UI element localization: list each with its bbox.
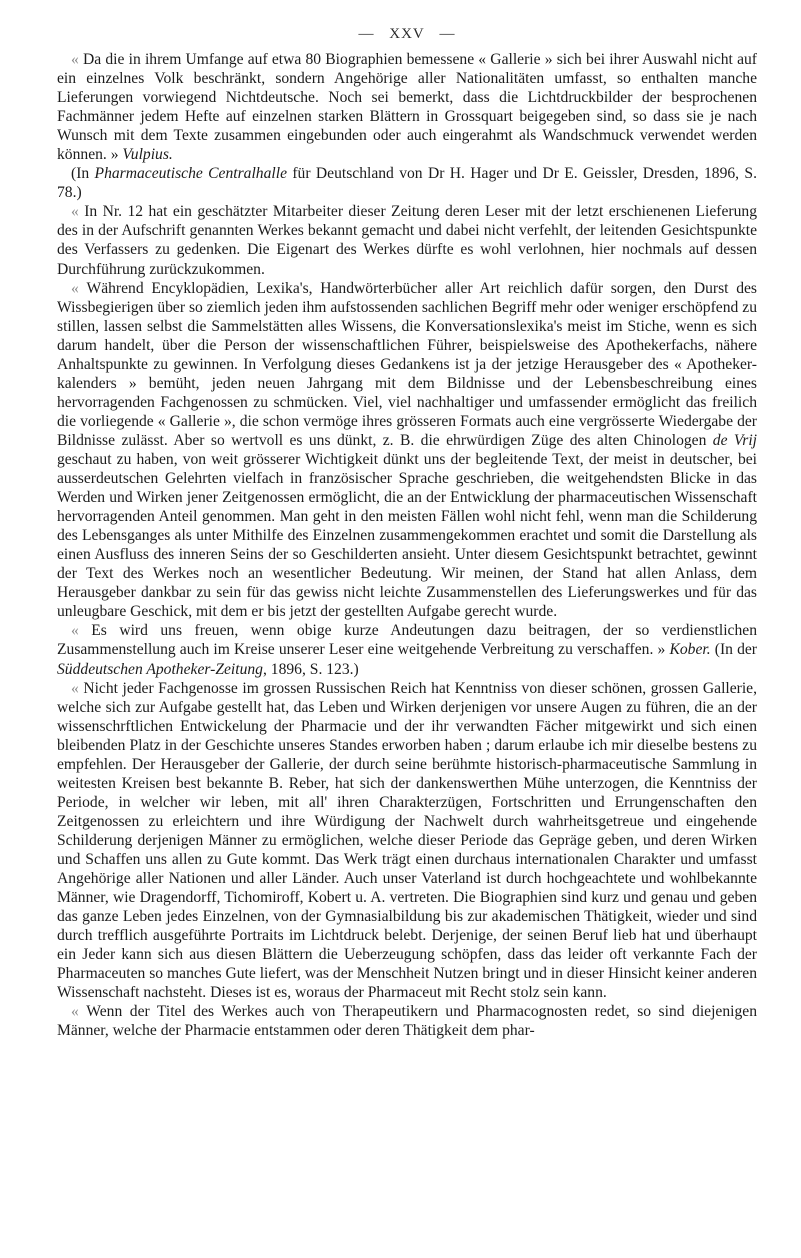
header-dash-right: — xyxy=(439,26,456,42)
header-dash-left: — xyxy=(358,26,375,42)
paragraph xyxy=(57,1002,757,1040)
body-text xyxy=(57,50,757,1040)
paragraph xyxy=(57,679,757,1003)
italic-text: Süddeutschen Apotheker-Zeitung xyxy=(57,660,263,678)
italic-text: Vulpius. xyxy=(122,146,173,164)
paragraph-text: In Nr. 12 hat ein geschätzter Mitarbeiter dieser Zeitung deren Leser mit der letzt erschienenen Lieferung des in der Aufschrift genannten Werkes bekannt gemacht und dabei nicht verfehlt, der leitenden Gesichtspunkte des Verfassers zu gedenken. Die Eigenart des Werkes dürfte es wohl verlohnen, hier nochmals auf dessen Durchführung zurückzukommen. xyxy=(57,203,757,278)
paragraph-text: geschaut zu haben, von weit grösserer Wichtigkeit dünkt uns der begleitende Text, der meist in deutscher, bei ausserdeutschen Gelehrten vielfach in französischer Sprache geschrieben, die weitgehendsten Blicke in das Werden und Wirken jener Zeitgenossen ermöglicht, die an der Entwicklung der pharmaceutischen Wissenschaft hervorragenden Anteil genommen. Man geht in den meisten Fällen wohl nicht fehl, wenn man die Schilderung des Lebensganges als unter Mithilfe des Einzelnen zusammengekommen erachtet und somit die Darstellung als einen Ausfluss des inneren Seins der so Geschilderten ansieht. Unter diesem Gesichtspunkt betrachtet, gewinnt der Text des Werkes noch an wesentlicher Bedeutung. Wir meinen, der Stand hat allen Anlass, dem Herausgeber dankbar zu sein für das gewiss nicht leichte Zusammenstellen des Lieferungswerkes und für das unleugbare Geschick, mit dem er bis jetzt der gestellten Aufgabe gerecht wurde. xyxy=(57,450,757,621)
paragraph xyxy=(57,202,757,278)
paragraph-text: Wenn der Titel des Werkes auch von Therapeutikern und Pharmacognosten redet, so sind diejenigen Männer, welche der Pharmacie entstammen oder deren Thätigkeit dem phar- xyxy=(57,1003,757,1040)
paragraph-text: (In xyxy=(71,165,95,183)
italic-text: Pharmaceutische Centralhalle xyxy=(94,165,287,183)
paragraph-text: , 1896, S. 123.) xyxy=(262,660,359,678)
paragraph xyxy=(57,279,757,622)
paragraph-text: Es wird uns freuen, wenn obige kurze Andeutungen dazu beitragen, der so verdienstlichen Zusammenstellung auch im Kreise unserer Leser eine weitgehende Verbreitung zu verschaffen. » xyxy=(57,622,757,659)
paragraph-text: Während Encyklopädien, Lexika's, Handwörterbücher aller Art reichlich dafür sorgen, den Durst des Wissbegierigen über so ziemlich jeden ihm aufstossenden sachlichen Begriff mehr oder weniger erschöpfend zu stillen, lassen selbst die Sammelstätten alles Wissens, die Konversationslexika's meist im Stiche, wenn es sich darum handelt, über die Person der wissenschaftlichen Führer, beispielsweise des Apothekerfachs, nähere Anhaltspunkte zu gewinnen. In Verfolgung dieses Gedankens ist ja der jetzige Herausgeber des « Apotheker-kalenders » bemüht, jeden neuen Jahrgang mit dem Bildnisse und der Lebensbeschreibung eines hervorragenden Fachgenossen zu schmücken. Viel, viel nachhaltiger und umfassender ermöglicht das freilich die vorliegende « Gallerie », die schon vermöge ihres grösseren Formats auch eine vergrösserte Wiedergabe der Bildnisse zulässt. Aber so wertvoll es uns dünkt, z. B. die ehrwürdigen Züge des alten Chinologen xyxy=(57,279,757,449)
document-page xyxy=(57,0,757,1040)
paragraph-text: (In der xyxy=(710,641,757,659)
paragraph-text: für Deutschland von Dr H. Hager und Dr E. Geissler, Dresden, 1896, S. 78.) xyxy=(57,165,757,202)
paragraph xyxy=(57,621,757,678)
paragraph xyxy=(57,164,757,202)
paragraph xyxy=(57,50,757,164)
paragraph-text: Nicht jeder Fachgenosse im grossen Russischen Reich hat Kenntniss von dieser schönen, grossen Gallerie, welche sich zur Aufgabe gestellt hat, das Leben und Wirken derjenigen vor unsere Augen zu führen, die an der wissenschrftlichen Entwickelung der Pharmacie und der ihr verwandten Fächer mitgewirkt und sich einen bleibenden Platz in der Geschichte unseres Standes erworben haben ; darum erlaube ich mir dieselbe bestens zu empfehlen. Der Herausgeber der Gallerie, der durch seine berühmte historisch-pharmaceutische Sammlung in weitesten Kreisen best bekannte B. Reber, hat sich der dankenswerthen Mühe unterzogen, die Kenntniss der Periode, in welcher wir leben, mit all' ihren Charakterzügen, Fortschritten und Errungenschaften den Zeitgenossen zu erleichtern und ihre Würdigung der Nachwelt durch wahrheitsgetreue und eingehende Schilderung derjenigen Männer zu ermöglichen, welche dieser Periode das Gepräge geben, und deren Wirken und Schaffen uns allen zu Gute kommt. Das Werk trägt einen durchaus internationalen Charakter und umfasst Angehörige aller Nationen und aller Länder. Auch unser Vaterland ist durch hochgeachtete und wohlbekannte Männer, wie Dragendorff, Tichomiroff, Kobert u. A. vertreten. Die Biographien sind kurz und genau und geben das ganze Leben jedes Einzelnen, von der Gymnasialbildung bis zur akademischen Thätigkeit, wieder und sind durch trefflich ausgeführte Portraits im Lichtdruck belebt. Derjenige, der seinen Beruf lieb hat und überhaupt ein Jeder kann sich aus diesen Blättern die Ueberzeugung schöpfen, dass das leider oft verkannte Fach der Pharmaceuten so manches Gute liefert, was der Menschheit Nutzen bringt und in dieser Hinsicht keiner anderen Wissenschaft nachsteht. Dieses ist es, woraus der Pharmaceut mit Recht stolz sein kann. xyxy=(57,679,758,1002)
page-number: XXV xyxy=(389,26,425,42)
italic-text: de Vrij xyxy=(712,431,757,449)
italic-text: Kober. xyxy=(669,641,711,659)
page-header xyxy=(57,26,757,50)
paragraph-text: Da die in ihrem Umfange auf etwa 80 Biographien bemessene « Gallerie » sich bei ihrer Auswahl nicht auf ein einzelnes Volk beschränkt, sondern Angehörige aller Nationalitäten umfasst, so enthalten manche Lieferungen vorwiegend Nichtdeutsche. Noch sei bemerkt, dass die Lichtdruckbilder der besprochenen Fachmänner jedem Hefte auf einzelnen starken Blättern in Grossquart beigegeben sind, so dass sie je nach Wunsch mit dem Texte zusammen eingebunden oder auch eingerahmt als Wandschmuck verwendet werden können. » xyxy=(57,51,757,164)
